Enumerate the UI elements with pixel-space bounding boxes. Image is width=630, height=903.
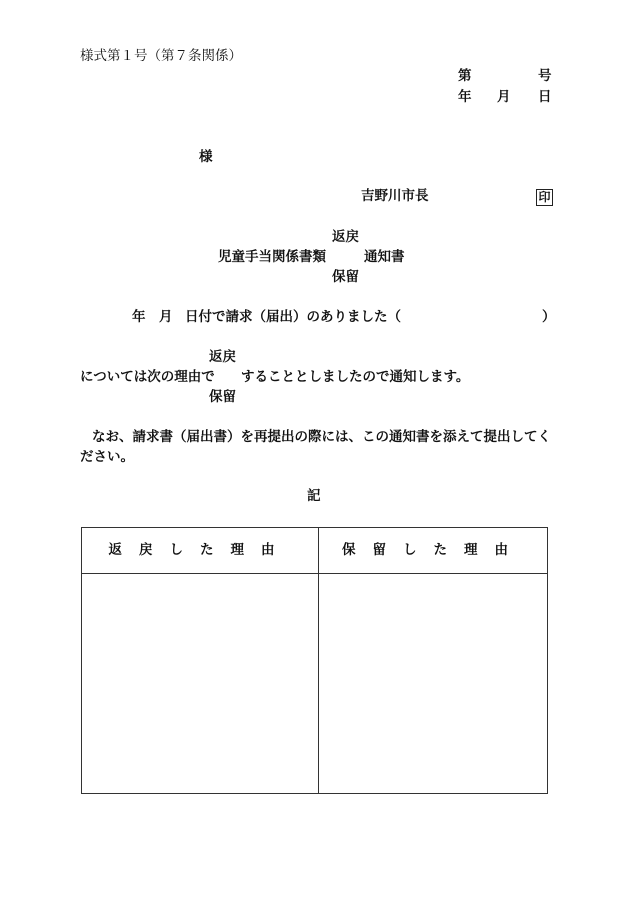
title-main-left: 児童手当関係書類 (218, 249, 326, 265)
seal-mark: 印 (536, 189, 553, 206)
title-option-hold: 保留 (332, 269, 359, 285)
date-line-text: 日付で請求（届出）のありました（ (185, 309, 401, 325)
addressee-honorific: 様 (199, 149, 213, 165)
date-line-close-paren: ） (542, 309, 556, 325)
date-line-year: 年 (132, 309, 146, 325)
title-option-return: 返戻 (332, 229, 359, 245)
form-label: 様式第１号（第７条関係） (80, 48, 242, 64)
return-reason-cell (82, 574, 318, 793)
body-sentence-right: することとしましたので通知します。 (241, 369, 470, 385)
record-heading: 記 (307, 488, 321, 504)
body-option-hold: 保留 (209, 389, 236, 405)
issuer-name: 吉野川市長 (361, 188, 429, 204)
date-day: 日 (538, 89, 552, 105)
reason-table (81, 527, 548, 794)
date-line-month: 月 (159, 309, 173, 325)
number-suffix: 号 (538, 68, 552, 84)
date-year: 年 (458, 89, 472, 105)
body-sentence-left: については次の理由で (80, 369, 215, 385)
hold-reason-cell (319, 574, 548, 793)
return-reason-header: 返戻した理由 (108, 542, 292, 558)
note-line-1: なお、請求書（届出書）を再提出の際には、この通知書を添えて提出してく (92, 429, 551, 445)
note-line-2: ださい。 (80, 449, 134, 465)
date-month: 月 (497, 89, 511, 105)
number-prefix: 第 (458, 68, 472, 84)
title-main-right: 通知書 (364, 249, 405, 265)
hold-reason-header: 保留した理由 (342, 542, 525, 558)
body-option-return: 返戻 (209, 349, 236, 365)
